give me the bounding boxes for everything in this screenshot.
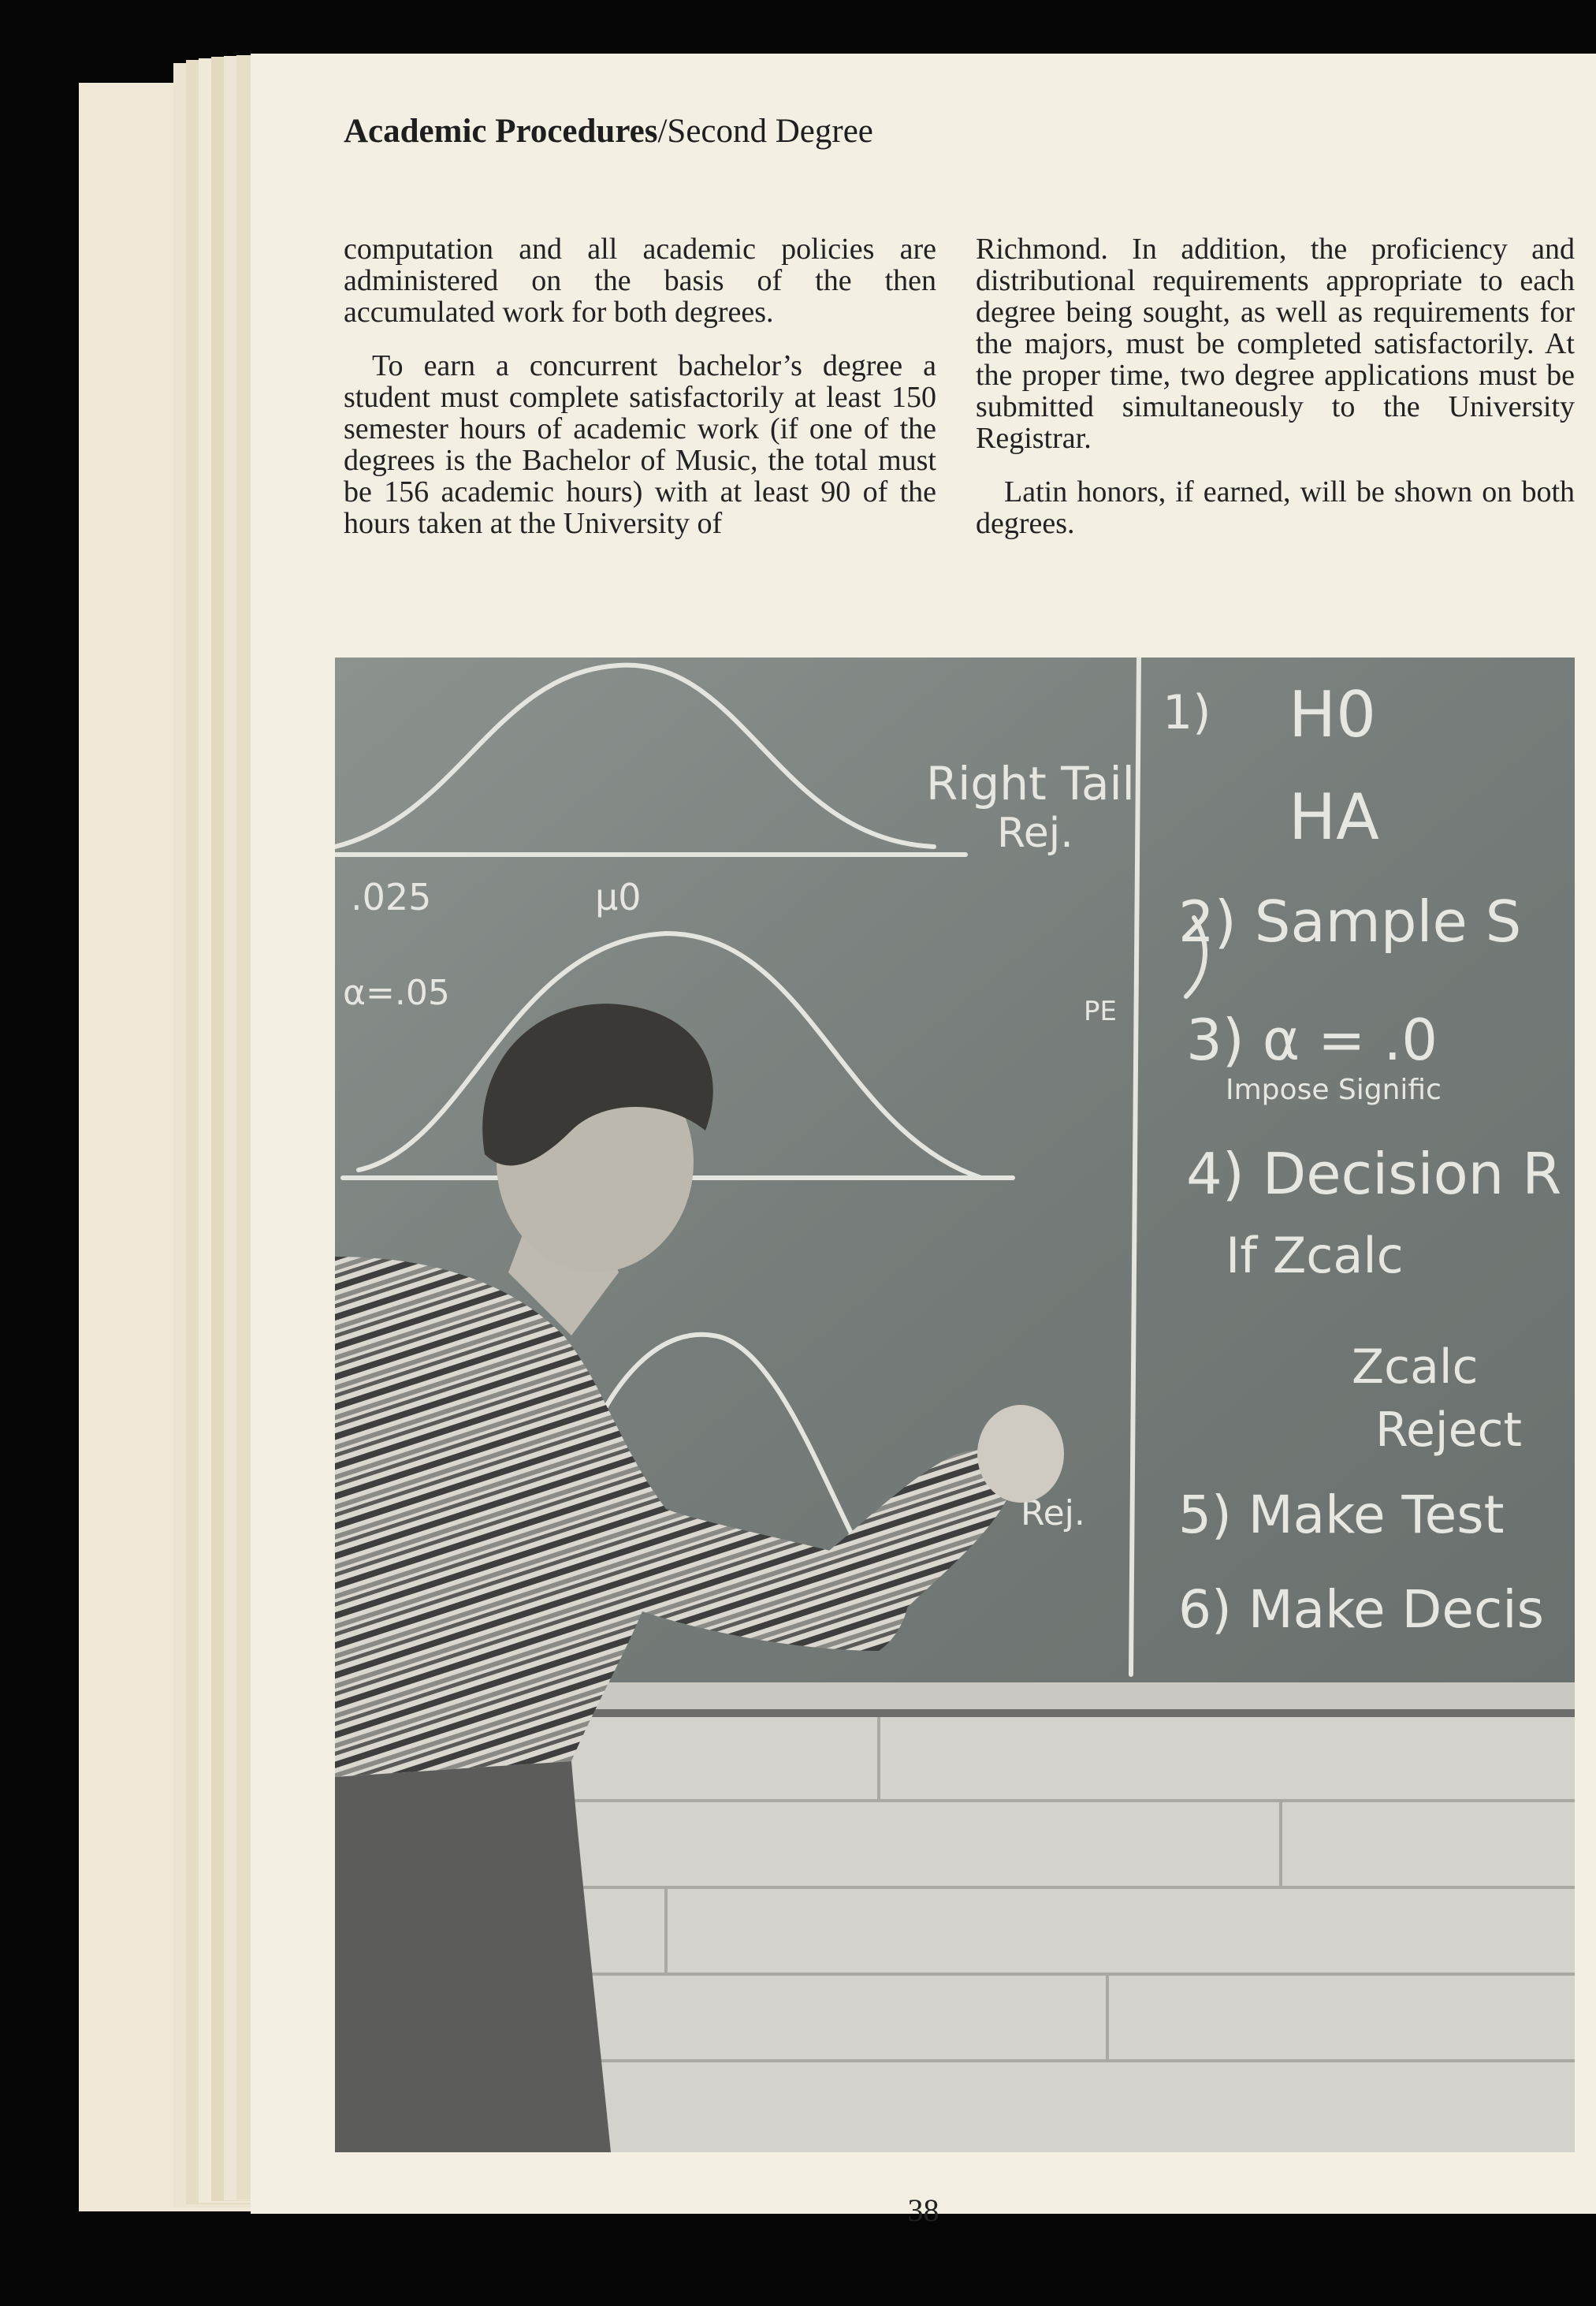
paragraph: Latin honors, if earned, will be shown on both degrees. (976, 475, 1575, 540)
board-text: 6) Make Decis (1178, 1579, 1544, 1640)
board-text: .025 (351, 876, 432, 918)
paragraph: Richmond. In addition, the proficiency and distributional requirements appropriate to each degree being sought, as well as requirements for the majors, must be completed satisfactorily. At the proper time, two degree applications must be submitted simultaneously to the University Registrar. (976, 233, 1575, 455)
photo-illustration (335, 658, 1575, 2152)
board-text: μ0 (595, 876, 642, 918)
paragraph: computation and all academic policies are administered on the basis of the then accumulated work for both degrees. (344, 233, 936, 329)
board-text: Zcalc (1352, 1339, 1479, 1395)
board-text: Reject (1375, 1403, 1523, 1458)
board-text: 2) Sample S (1178, 888, 1522, 955)
board-text: α=.05 (343, 973, 450, 1013)
running-head-subsection: /Second Degree (657, 113, 873, 150)
left-column (344, 233, 936, 561)
running-head-section: Academic Procedures (344, 113, 658, 150)
book-page (251, 54, 1596, 2228)
page-number: 38 (907, 2192, 939, 2228)
board-text: 5) Make Test (1178, 1485, 1505, 1545)
running-head (344, 112, 873, 151)
board-text: If Zcalc (1226, 1227, 1404, 1284)
board-text: Rej. (1021, 1493, 1085, 1533)
board-text: H0 (1289, 678, 1377, 751)
board-text: PE (1084, 996, 1117, 1027)
photo-professor-at-chalkboard (335, 658, 1575, 2152)
board-text: HA (1289, 780, 1379, 854)
board-text: 4) Decision R (1186, 1141, 1562, 1207)
board-text: 1) (1163, 685, 1211, 740)
right-column (976, 233, 1575, 561)
board-text: Impose Signific (1226, 1074, 1442, 1106)
board-text: 3) α = .0 (1186, 1007, 1438, 1073)
board-text: Right Tail (926, 757, 1135, 810)
paragraph: To earn a concurrent bachelor’s degree a student must complete satisfactorily at least 150 semester hours of academic work (if one of the degrees is the Bachelor of Music, the total must be 156 academic hours) with at least 90 of the hours taken at the University of (344, 349, 936, 540)
board-text: Rej. (997, 810, 1073, 857)
